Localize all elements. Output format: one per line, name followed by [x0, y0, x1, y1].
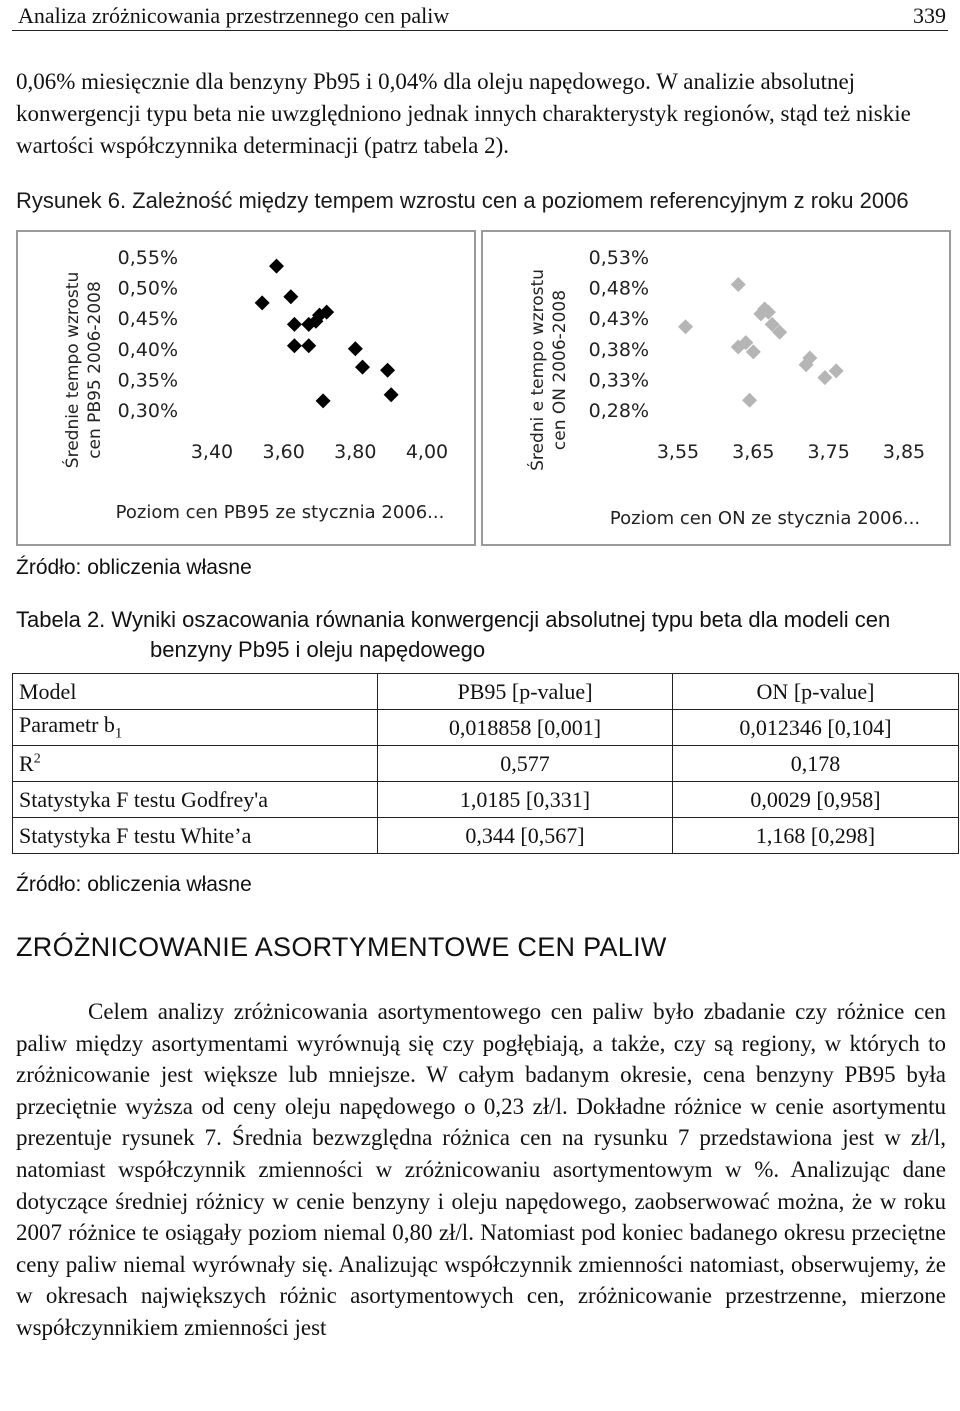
- figure-source: Źródło: obliczenia własne: [16, 556, 252, 579]
- table-source: Źródło: obliczenia własne: [16, 873, 252, 896]
- y-tick-label: 0,33%: [588, 369, 649, 392]
- section-paragraph: Celem analizy zróżnicowania asortymentowego cen paliw było zbadanie czy różnice cen paliw między asortymentami wyrównują się czy pogłębiają, a także, czy są regiony, w których to zróżnicowanie jest większe lub mniejsze. W całym badanym okresie, cena benzyny PB95 była przeciętnie wyższa od ceny oleju napędowego o 0,23 zł/l. Dokładne różnice w cenie asortymentu prezentuje rysunek 7. Średnia bezwzględna różnica cen na rysunku 7 przedstawiona jest w zł/l, natomiast współczynnik zmienności w zróżnicowaniu asortymentowym w %. Analizując dane dotyczące średniej różnicy w cenie benzyny i oleju napędowego, zaobserwować można, że w roku 2007 różnice te osiągały poziom niemal 0,80 zł/l. Natomiast pod koniec badanego okresu przeciętne ceny paliw niemal wyrównały się. Analizując współczynnik zmienności natomiast, obserwujemy, że w okresach największych różnic asortymentowych cen, zróżnicowanie przestrzenne, mierzone współczynnikiem zmienności jest: [16, 999, 946, 1340]
- table-row: [13, 746, 959, 782]
- table-caption-line2: benzyny Pb95 i oleju napędowego: [150, 637, 486, 662]
- y-axis-title-line1: Średni e tempo wzrostu: [528, 269, 548, 471]
- table-caption: [16, 605, 956, 665]
- cell-on: 0,0029 [0,958]: [673, 782, 959, 818]
- y-tick-label: 0,30%: [117, 400, 178, 422]
- x-tick-label: 4,00: [405, 441, 449, 463]
- x-tick-label: 3,65: [732, 441, 775, 463]
- x-axis-title: Poziom cen ON ze stycznia 2006...: [609, 508, 921, 529]
- cell-pb95: 1,0185 [0,331]: [378, 782, 673, 818]
- x-tick-label: 3,40: [190, 441, 234, 463]
- table-row: [13, 782, 959, 818]
- row-label: Statystyka F testu Godfrey'a: [13, 782, 378, 818]
- figure-caption: Rysunek 6. Zależność między tempem wzrostu cen a poziomem referencyjnym z roku 2006: [16, 188, 909, 213]
- row-label: [13, 746, 378, 782]
- intro-paragraph: 0,06% miesięcznie dla benzyny Pb95 i 0,04% dla oleju napędowego. W analizie absolutnej konwergencji typu beta nie uwzględniono jednak innych charakterystyk regionów, stąd też niskie wartości współczynnika determinacji (patrz tabela 2).: [16, 69, 911, 158]
- x-tick-label: 3,75: [807, 441, 850, 463]
- x-tick-label: 3,85: [882, 441, 926, 463]
- cell-on: 0,012346 [0,104]: [673, 710, 959, 746]
- x-tick-label: 3,55: [656, 441, 700, 463]
- section-heading: ZRÓŻNICOWANIE ASORTYMENTOWE CEN PALIW: [16, 932, 667, 962]
- table-caption-line1: Tabela 2. Wyniki oszacowania równania konwergencji absolutnej typu beta dla modeli cen: [16, 607, 891, 632]
- table-header-pb95: PB95 [p-value]: [378, 674, 673, 710]
- table-row: [13, 710, 959, 746]
- row-label-text: R: [19, 750, 34, 776]
- row-label: Statystyka F testu White’a: [13, 818, 378, 854]
- y-tick-label: 0,53%: [588, 247, 649, 269]
- y-tick-label: 0,28%: [588, 400, 649, 422]
- cell-pb95: 0,344 [0,567]: [378, 818, 673, 854]
- row-label: [13, 710, 378, 746]
- x-axis-title: Poziom cen PB95 ze stycznia 2006...: [115, 502, 445, 523]
- row-label-superscript: 2: [33, 751, 41, 767]
- cell-on: 0,178: [673, 746, 959, 782]
- y-tick-label: 0,55%: [117, 247, 178, 269]
- y-tick-label: 0,40%: [117, 338, 178, 361]
- scatter-chart-pb95: [16, 230, 476, 546]
- y-tick-label: 0,48%: [588, 277, 649, 300]
- y-tick-label: 0,35%: [117, 369, 178, 392]
- cell-pb95: 0,577: [378, 746, 673, 782]
- cell-on: 1,168 [0,298]: [673, 818, 959, 854]
- y-tick-label: 0,50%: [117, 277, 178, 300]
- y-tick-label: 0,38%: [588, 338, 649, 361]
- table-header-row: [13, 674, 959, 710]
- cell-pb95: 0,018858 [0,001]: [378, 710, 673, 746]
- y-tick-label: 0,43%: [588, 308, 649, 331]
- y-axis-title-line2: cen PB95 2006-2008: [85, 281, 105, 459]
- x-tick-label: 3,80: [334, 441, 377, 463]
- page-number: 339: [913, 3, 946, 28]
- scatter-chart-on: [481, 230, 951, 546]
- header-title: Analiza zróżnicowania przestrzennego cen paliw: [18, 3, 450, 28]
- table-header-on: ON [p-value]: [673, 674, 959, 710]
- x-tick-label: 3,60: [262, 441, 305, 463]
- running-header: [12, 0, 948, 31]
- y-axis-title-line1: Średnie tempo wzrostu: [63, 271, 83, 469]
- results-table: [12, 673, 959, 854]
- table-header-model: Model: [13, 674, 378, 710]
- row-label-text: Parametr b: [19, 712, 115, 738]
- y-axis-title-line2: cen ON 2006-2008: [550, 289, 570, 451]
- table-row: [13, 818, 959, 854]
- row-label-subscript: 1: [114, 725, 123, 742]
- y-tick-label: 0,45%: [117, 308, 178, 331]
